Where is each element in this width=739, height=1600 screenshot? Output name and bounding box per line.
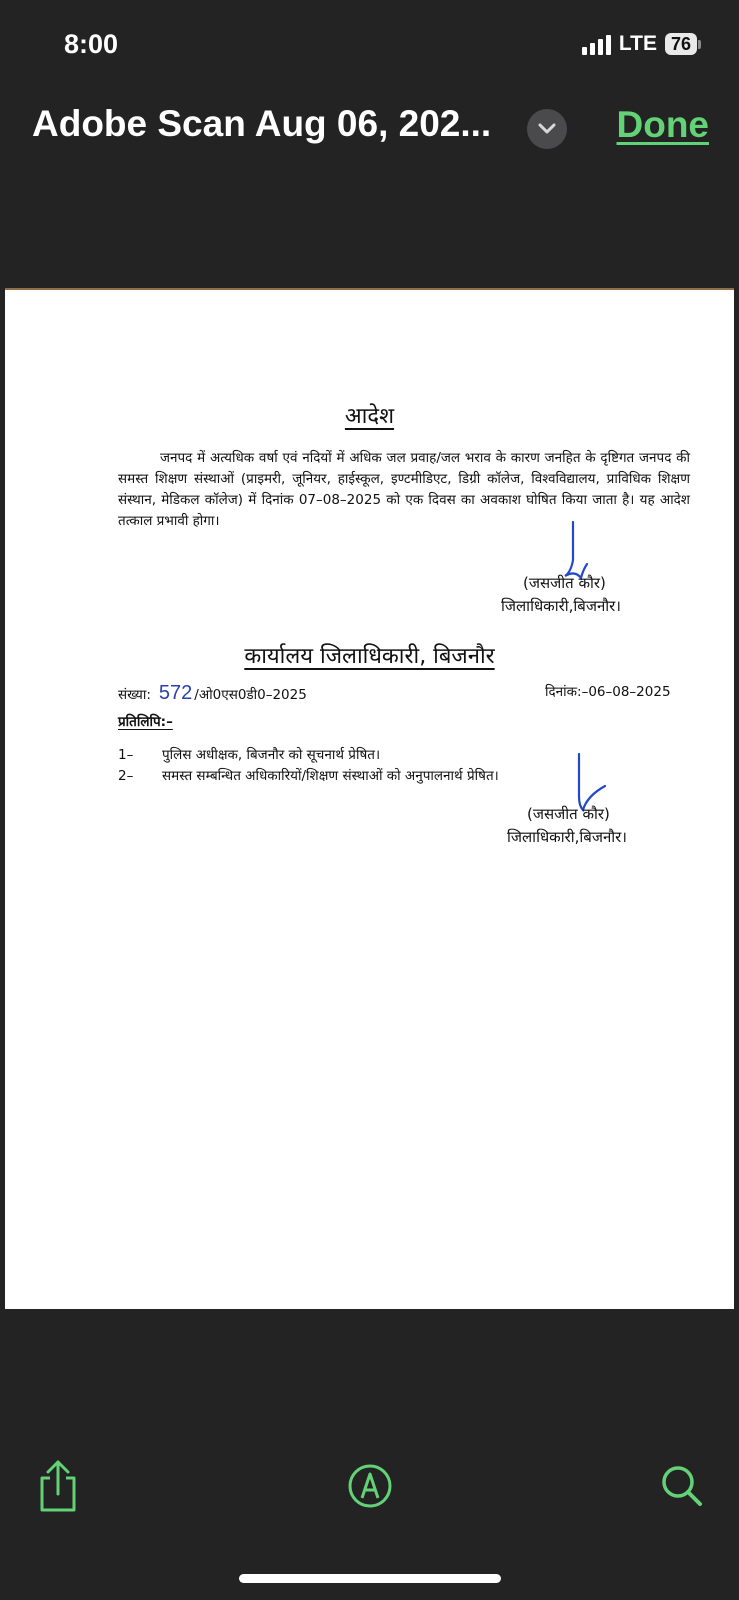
reference-number-line	[118, 682, 307, 705]
home-indicator[interactable]	[239, 1574, 501, 1583]
order-body-text: जनपद में अत्यधिक वर्षा एवं नदियों में अधिक जल प्रवाह/जल भराव के कारण जनहित के दृष्टिगत जनपद की समस्त शिक्षण संस्थाओं (प्राइमरी, जूनियर, हाईस्कूल, इण्टमीडिएट, डिग्री कॉलेज, विश्वविद्यालय, प्राविधिक शिक्षण संस्थान, मेडिकल कॉलेज) में दिनांक 07–08–2025 को एक दिवस का अवकाश घोषित किया जाता है। यह आदेश तत्काल प्रभावी होगा।	[118, 450, 690, 529]
copy-list	[118, 745, 499, 787]
document-title[interactable]: Adobe Scan Aug 06, 202...	[32, 103, 492, 144]
list-item-number: 1–	[118, 747, 134, 763]
markup-icon[interactable]	[342, 1458, 398, 1514]
battery-level: 76	[665, 33, 697, 55]
copy-label: प्रतिलिपि:–	[118, 714, 173, 730]
list-item-text: समस्त सम्बन्धित अधिकारियों/शिक्षण संस्थाओं को अनुपालनार्थ प्रेषित।	[162, 768, 499, 784]
list-item	[118, 766, 499, 787]
document-date: दिनांक:–06–08–2025	[545, 684, 671, 700]
status-time: 8:00	[64, 29, 119, 59]
reference-number-handwritten: 572	[158, 682, 193, 704]
list-item-number: 2–	[118, 768, 134, 784]
reference-label: संख्या:	[118, 687, 151, 703]
scanned-page	[5, 290, 734, 1309]
signatory-designation: जिलाधिकारी,बिजनौर।	[507, 828, 627, 846]
reference-suffix: /ओ0एस0डी0–2025	[194, 687, 307, 703]
list-item-text: पुलिस अधीक्षक, बिजनौर को सूचनार्थ प्रेषित।	[162, 747, 381, 763]
battery-icon	[665, 33, 701, 55]
signatory-name: (जसजीत कौर)	[527, 805, 610, 823]
share-icon[interactable]	[30, 1458, 86, 1514]
office-title: कार्यालय जिलाधिकारी, बिजनौर	[244, 644, 495, 669]
signatory-designation: जिलाधिकारी,बिजनौर।	[501, 597, 621, 615]
search-icon[interactable]	[654, 1458, 710, 1514]
signal-icon	[582, 33, 611, 55]
list-item	[118, 745, 499, 766]
status-indicators	[582, 32, 701, 56]
done-button[interactable]: Done	[616, 104, 709, 145]
chevron-down-icon[interactable]	[527, 109, 567, 149]
signatory-name: (जसजीत कौर)	[523, 574, 606, 592]
order-heading: आदेश	[344, 404, 395, 429]
network-type: LTE	[618, 32, 657, 55]
